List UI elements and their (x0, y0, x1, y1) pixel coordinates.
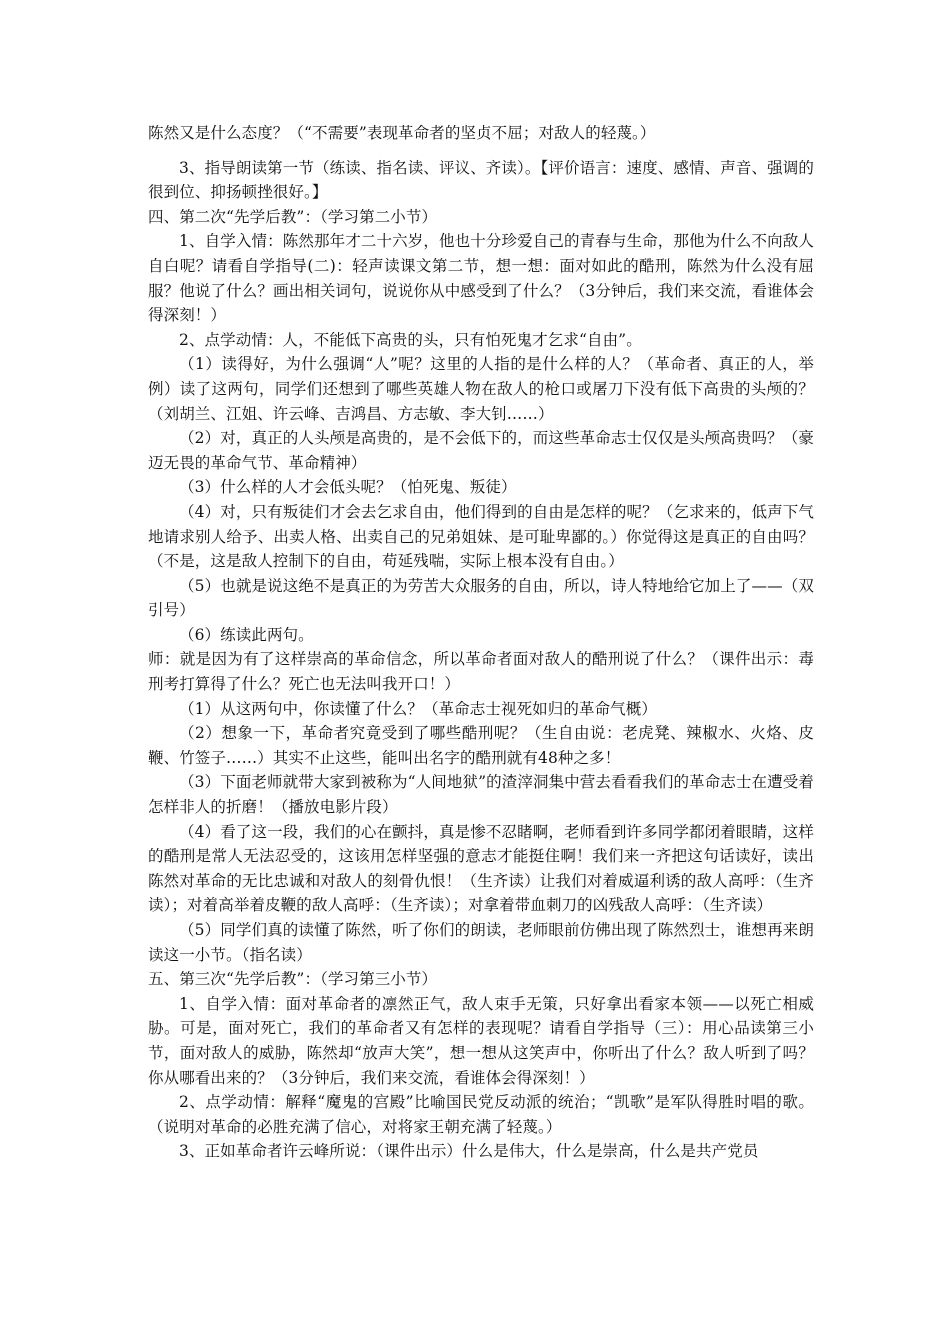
paragraph: （4）对，只有叛徒们才会去乞求自由，他们得到的自由是怎样的呢？（乞求来的，低声下气地请求别人给予、出卖人格、出卖自己的兄弟姐妹、是可耻卑鄙的。）你觉得这是真正的自由吗？（不是，这是敌人控制下的自由，苟延残喘，实际上根本没有自由。） (148, 502, 814, 571)
paragraph: （1）读得好，为什么强调“人”呢？这里的人指的是什么样的人？（革命者、真正的人，举例）读了这两句，同学们还想到了哪些英雄人物在敌人的枪口或屠刀下没有低下高贵的头颅的？（刘胡兰、江姐、许云峰、吉鸿昌、方志敏、李大钊……） (148, 355, 814, 423)
paragraph: 1、自学入情：面对革命者的凛然正气，敌人束手无策，只好拿出看家本领——以死亡相威胁。可是，面对死亡，我们的革命者又有怎样的表现呢？请看自学指导（三）：用心品读第三小节，面对敌人的威胁，陈然却“放声大笑”，想一想从这笑声中，你听出了什么？敌人听到了吗？你从哪看出来的？（3分钟后，我们来交流，看谁体会得深刻！） (148, 994, 814, 1087)
paragraph: 3、正如革命者许云峰所说：（课件出示）什么是伟大，什么是崇高，什么是共产党员 (179, 1142, 759, 1161)
section-heading: 五、第三次“先学后教”：（学习第三小节） (148, 970, 438, 989)
paragraph: 陈然又是什么态度？（“不需要”表现革命者的坚贞不屈；对敌人的轻蔑。） (148, 124, 656, 142)
document-body (148, 121, 814, 1164)
paragraph: 2、点学动情：解释“魔鬼的宫殿”比喻国民党反动派的统治；“凯歌”是军队得胜时唱的歌。（说明对革命的必胜充满了信心，对将家王朝充满了轻蔑。） (148, 1093, 814, 1136)
paragraph: （3）下面老师就带大家到被称为“人间地狱”的渣滓洞集中营去看看我们的革命志士在遭受着怎样非人的折磨！（播放电影片段） (148, 773, 814, 817)
paragraph: 3、指导朗读第一节（练读、指名读、评议、齐读）。【评价语言：速度、感情、声音、强调的很到位、抑扬顿挫很好。】 (148, 158, 814, 202)
paragraph: （5）也就是说这绝不是真正的为劳苦大众服务的自由，所以，诗人特地给它加上了——（双引号） (148, 576, 814, 620)
paragraph: （1）从这两句中，你读懂了什么？（革命志士视死如归的革命气概） (179, 699, 657, 718)
paragraph: （4）看了这一段，我们的心在颤抖，真是惨不忍睹啊，老师看到许多同学都闭着眼睛，这样的酷刑是常人无法忍受的，这该用怎样坚强的意志才能挺住啊！我们来一齐把这句话读好，读出陈然对革命的无比忠诚和对敌人的刻骨仇恨！（生齐读）让我们对着威逼利诱的敌人高呼：（生齐读）；对着高举着皮鞭的敌人高呼：（生齐读）；对拿着带血刺刀的凶残敌人高呼：（生齐读） (148, 822, 814, 915)
paragraph: 2、点学动情：人，不能低下高贵的头，只有怕死鬼才乞求“自由”。 (179, 330, 642, 349)
paragraph: 师：就是因为有了这样崇高的革命信念，所以革命者面对敌人的酷刑说了什么？（课件出示：毒刑考打算得了什么？死亡也无法叫我开口！） (148, 650, 814, 694)
paragraph: 1、自学入情：陈然那年才二十六岁，他也十分珍爱自己的青春与生命，那他为什么不向敌人自白呢？请看自学指导(二)：轻声读课文第二节，想一想：面对如此的酷刑，陈然为什么没有屈服？他说了什么？画出相关词句，说说你从中感受到了什么？（3分钟后，我们来交流，看谁体会得深刻！） (148, 232, 814, 325)
paragraph: （3）什么样的人才会低头呢？（怕死鬼、叛徒） (179, 478, 517, 497)
paragraph: （2）对，真正的人头颅是高贵的，是不会低下的，而这些革命志士仅仅是头颅高贵吗？（豪迈无畏的革命气节、革命精神） (148, 429, 814, 472)
paragraph: （2）想象一下，革命者究竟受到了哪些酷刑呢？（生自由说：老虎凳、辣椒水、火烙、皮鞭、竹签子……）其实不止这些，能叫出名字的酷刑就有48种之多！ (148, 724, 814, 767)
paragraph: （6）练读此两句。 (179, 625, 314, 644)
section-heading: 四、第二次“先学后教”：（学习第二小节） (148, 207, 438, 226)
paragraph: （5）同学们真的读懂了陈然，听了你们的朗读，老师眼前仿佛出现了陈然烈士，谁想再来朗读这一小节。（指名读） (148, 921, 814, 964)
